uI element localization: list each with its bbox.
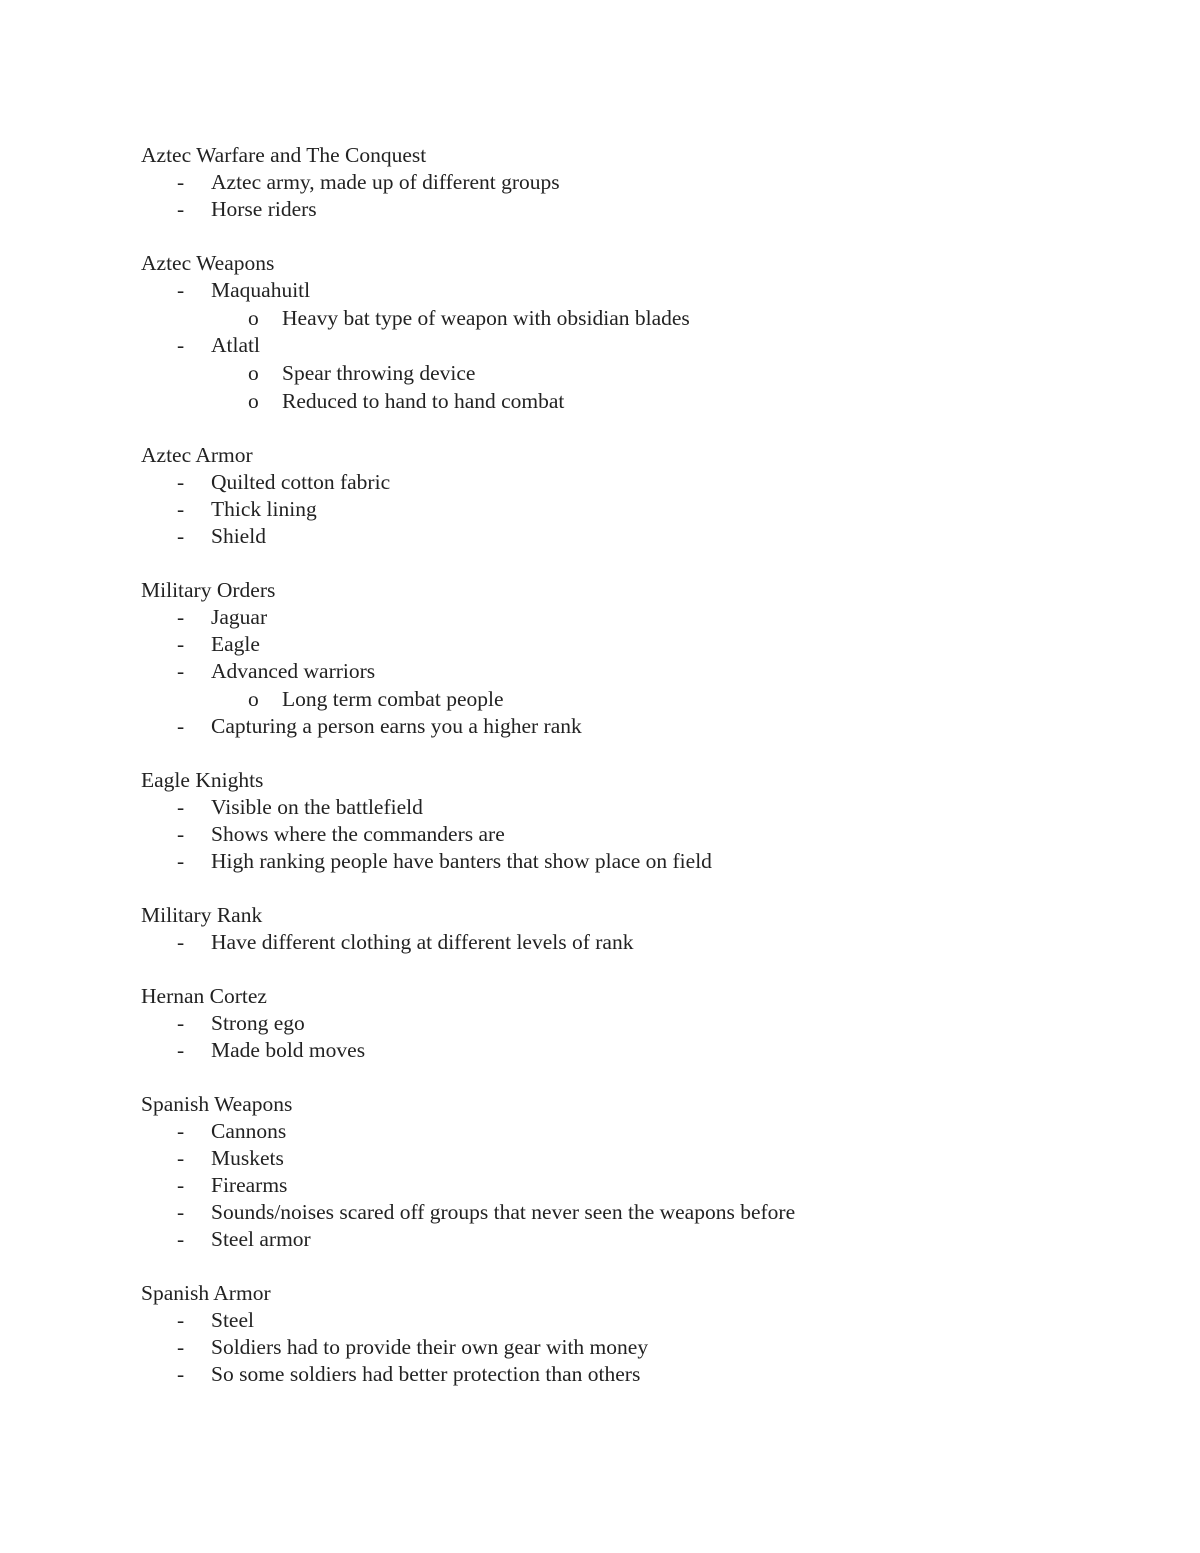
dash-bullet: - <box>177 1335 185 1359</box>
list-item-text: Visible on the battlefield <box>211 795 423 819</box>
list-item-text: Shows where the commanders are <box>211 822 505 846</box>
sub-list-item-text: Reduced to hand to hand combat <box>282 389 565 413</box>
list-item <box>141 1118 1141 1145</box>
document-page <box>141 142 1141 1415</box>
section-spanish-weapons <box>141 1091 1141 1253</box>
list-item-text: Steel <box>211 1308 254 1332</box>
list-item-text: Made bold moves <box>211 1038 366 1062</box>
list-item <box>141 794 1141 821</box>
dash-bullet: - <box>177 632 185 656</box>
list-item <box>141 196 1141 223</box>
list-item <box>141 1172 1141 1199</box>
section-aztec-weapons <box>141 250 1141 415</box>
circle-bullet: o <box>248 389 259 413</box>
list-item-text: Steel armor <box>211 1227 311 1251</box>
list-item <box>141 1361 1141 1388</box>
dash-bullet: - <box>177 470 185 494</box>
dash-bullet: - <box>177 659 185 683</box>
section-hernan-cortez <box>141 983 1141 1064</box>
list-item <box>141 1145 1141 1172</box>
dash-bullet: - <box>177 1038 185 1062</box>
dash-bullet: - <box>177 170 185 194</box>
dash-bullet: - <box>177 605 185 629</box>
circle-bullet: o <box>248 306 259 330</box>
list-item <box>141 658 1141 685</box>
section-heading: Spanish Weapons <box>141 1092 293 1116</box>
sub-list-item-text: Long term combat people <box>282 687 504 711</box>
section-heading: Spanish Armor <box>141 1281 271 1305</box>
dash-bullet: - <box>177 1227 185 1251</box>
list-item <box>141 1199 1141 1226</box>
section-military-orders <box>141 577 1141 740</box>
section-heading: Aztec Weapons <box>141 251 275 275</box>
list-item-text: Thick lining <box>211 497 317 521</box>
dash-bullet: - <box>177 1362 185 1386</box>
dash-bullet: - <box>177 1146 185 1170</box>
section-heading: Military Orders <box>141 578 276 602</box>
dash-bullet: - <box>177 1119 185 1143</box>
list-item-text: Advanced warriors <box>211 659 376 683</box>
dash-bullet: - <box>177 1011 185 1035</box>
section-heading: Hernan Cortez <box>141 984 267 1008</box>
list-item-text: Have different clothing at different levels of rank <box>211 930 634 954</box>
list-item <box>141 496 1141 523</box>
list-item <box>141 1010 1141 1037</box>
list-item <box>141 1037 1141 1064</box>
section-aztec-warfare <box>141 142 1141 223</box>
list-item <box>141 604 1141 631</box>
sub-list-item <box>141 359 1141 387</box>
list-item <box>141 332 1141 359</box>
list-item <box>141 929 1141 956</box>
list-item <box>141 1307 1141 1334</box>
list-item-text: Quilted cotton fabric <box>211 470 391 494</box>
list-item <box>141 469 1141 496</box>
sub-list-item-text: Heavy bat type of weapon with obsidian blades <box>282 306 690 330</box>
list-item <box>141 713 1141 740</box>
dash-bullet: - <box>177 1173 185 1197</box>
list-item <box>141 523 1141 550</box>
list-item-text: Soldiers had to provide their own gear with money <box>211 1335 649 1359</box>
list-item-text: Jaguar <box>211 605 268 629</box>
section-heading: Eagle Knights <box>141 768 264 792</box>
list-item-text: Aztec army, made up of different groups <box>211 170 560 194</box>
list-item <box>141 848 1141 875</box>
list-item-text: Firearms <box>211 1173 288 1197</box>
section-eagle-knights <box>141 767 1141 875</box>
section-aztec-armor <box>141 442 1141 550</box>
sub-list-item <box>141 685 1141 713</box>
list-item-text: Maquahuitl <box>211 278 311 302</box>
dash-bullet: - <box>177 333 185 357</box>
list-item <box>141 169 1141 196</box>
dash-bullet: - <box>177 1200 185 1224</box>
dash-bullet: - <box>177 278 185 302</box>
section-heading: Aztec Armor <box>141 443 253 467</box>
dash-bullet: - <box>177 524 185 548</box>
section-heading: Aztec Warfare and The Conquest <box>141 143 427 167</box>
list-item-text: Capturing a person earns you a higher rank <box>211 714 582 738</box>
dash-bullet: - <box>177 822 185 846</box>
circle-bullet: o <box>248 687 259 711</box>
list-item-text: Horse riders <box>211 197 317 221</box>
list-item-text: So some soldiers had better protection than others <box>211 1362 641 1386</box>
dash-bullet: - <box>177 1308 185 1332</box>
list-item-text: Shield <box>211 524 266 548</box>
section-military-rank <box>141 902 1141 956</box>
dash-bullet: - <box>177 930 185 954</box>
list-item-text: Muskets <box>211 1146 284 1170</box>
list-item <box>141 631 1141 658</box>
list-item <box>141 277 1141 304</box>
dash-bullet: - <box>177 849 185 873</box>
sub-list-item <box>141 304 1141 332</box>
list-item-text: Cannons <box>211 1119 287 1143</box>
list-item-text: High ranking people have banters that show place on field <box>211 849 712 873</box>
sub-list-item-text: Spear throwing device <box>282 361 476 385</box>
circle-bullet: o <box>248 361 259 385</box>
list-item-text: Atlatl <box>211 333 260 357</box>
list-item <box>141 821 1141 848</box>
dash-bullet: - <box>177 795 185 819</box>
list-item-text: Eagle <box>211 632 260 656</box>
list-item <box>141 1226 1141 1253</box>
section-heading: Military Rank <box>141 903 263 927</box>
list-item-text: Sounds/noises scared off groups that never seen the weapons before <box>211 1200 796 1224</box>
dash-bullet: - <box>177 497 185 521</box>
dash-bullet: - <box>177 714 185 738</box>
section-spanish-armor <box>141 1280 1141 1388</box>
dash-bullet: - <box>177 197 185 221</box>
list-item <box>141 1334 1141 1361</box>
list-item-text: Strong ego <box>211 1011 305 1035</box>
sub-list-item <box>141 387 1141 415</box>
